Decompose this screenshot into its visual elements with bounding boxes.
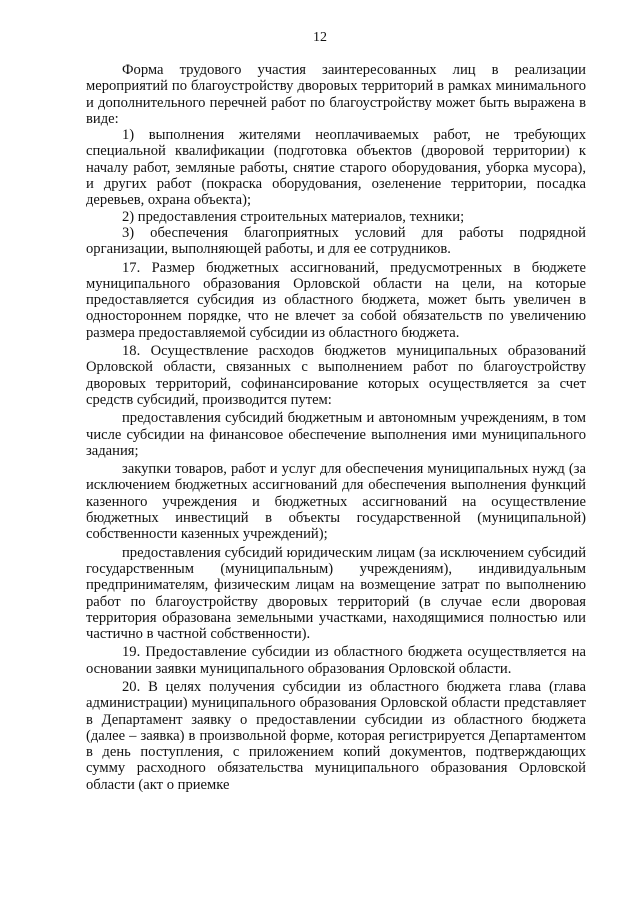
paragraph-clause-18: 18. Осуществление расходов бюджетов муниципальных образований Орловской области, связанных с выполнением работ по благоустройству дворовых территорий, софинансирование которых осуществляется за счет средств субсидий, производится путем: [86,343,586,408]
document-body [86,62,586,793]
paragraph-clause-17: 17. Размер бюджетных ассигнований, предусмотренных в бюджете муниципального образования Орловской области на цели, на которые предоставляется субсидия из областного бюджета, может быть увеличен в одностороннем порядке, что не влечет за собой обязательств по увеличению размера предоставляемой субсидии из областного бюджета. [86,259,586,341]
paragraph-clause-18-subsidies-institutions: предоставления субсидий бюджетным и автономным учреждениям, в том числе субсидии на финансовое обеспечение выполнения ими муниципального задания; [86,410,586,459]
paragraph-clause-19: 19. Предоставление субсидии из областного бюджета осуществляется на основании заявки муниципального образования Орловской области. [86,644,586,677]
page-number: 12 [313,30,327,45]
paragraph-item-2-materials: 2) предоставления строительных материалов, техники; [122,208,465,225]
paragraph-clause-18-procurement: закупки товаров, работ и услуг для обеспечения муниципальных нужд (за исключением бюджетных ассигнований для обеспечения выполнения функций казенного учреждения и бюджетных ассигнований на осуществление бюджетных инвестиций в объекты государственной (муниципальной) собственности казенных учреждений); [86,461,586,543]
paragraph-clause-20: 20. В целях получения субсидии из областного бюджета глава (глава администрации) муниципального образования Орловской области представляет в Департамент заявку о предоставлении субсидии из областного бюджета (далее – заявка) в произвольной форме, которая регистрируется Департаментом в день поступления, с приложением копий документов, подтверждающих сумму расходного обязательства муниципального образования Орловской области (акт о приемке [86,678,586,793]
paragraph-item-1-unpaid-work: 1) выполнения жителями неоплачиваемых работ, не требующих специальной квалификации (подготовка объектов (дворовой территории) к началу работ, земляные работы, снятие старого оборудования, уборка мусора), и других работ (покраска оборудования, озеленение территории, посадка деревьев, охрана объекта); [86,127,586,209]
paragraph-labor-participation-form: Форма трудового участия заинтересованных лиц в реализации мероприятий по благоустройству дворовых территорий в рамках минимального и дополнительного перечней работ по благоустройству может быть выражена в виде: [86,62,586,127]
paragraph-item-3-conditions: 3) обеспечения благоприятных условий для работы подрядной организации, выполняющей работы, и для ее сотрудников. [86,224,586,258]
paragraph-clause-18-subsidies-legal-entities: предоставления субсидий юридическим лицам (за исключением субсидий государственным (муниципальным) учреждениям), индивидуальным предпринимателям, физическим лицам на возмещение затрат по выполнению работ по благоустройству дворовых территорий (в случае если дворовая территория образована земельными участками, находящимися полностью или частично в частной собственности). [86,544,586,643]
